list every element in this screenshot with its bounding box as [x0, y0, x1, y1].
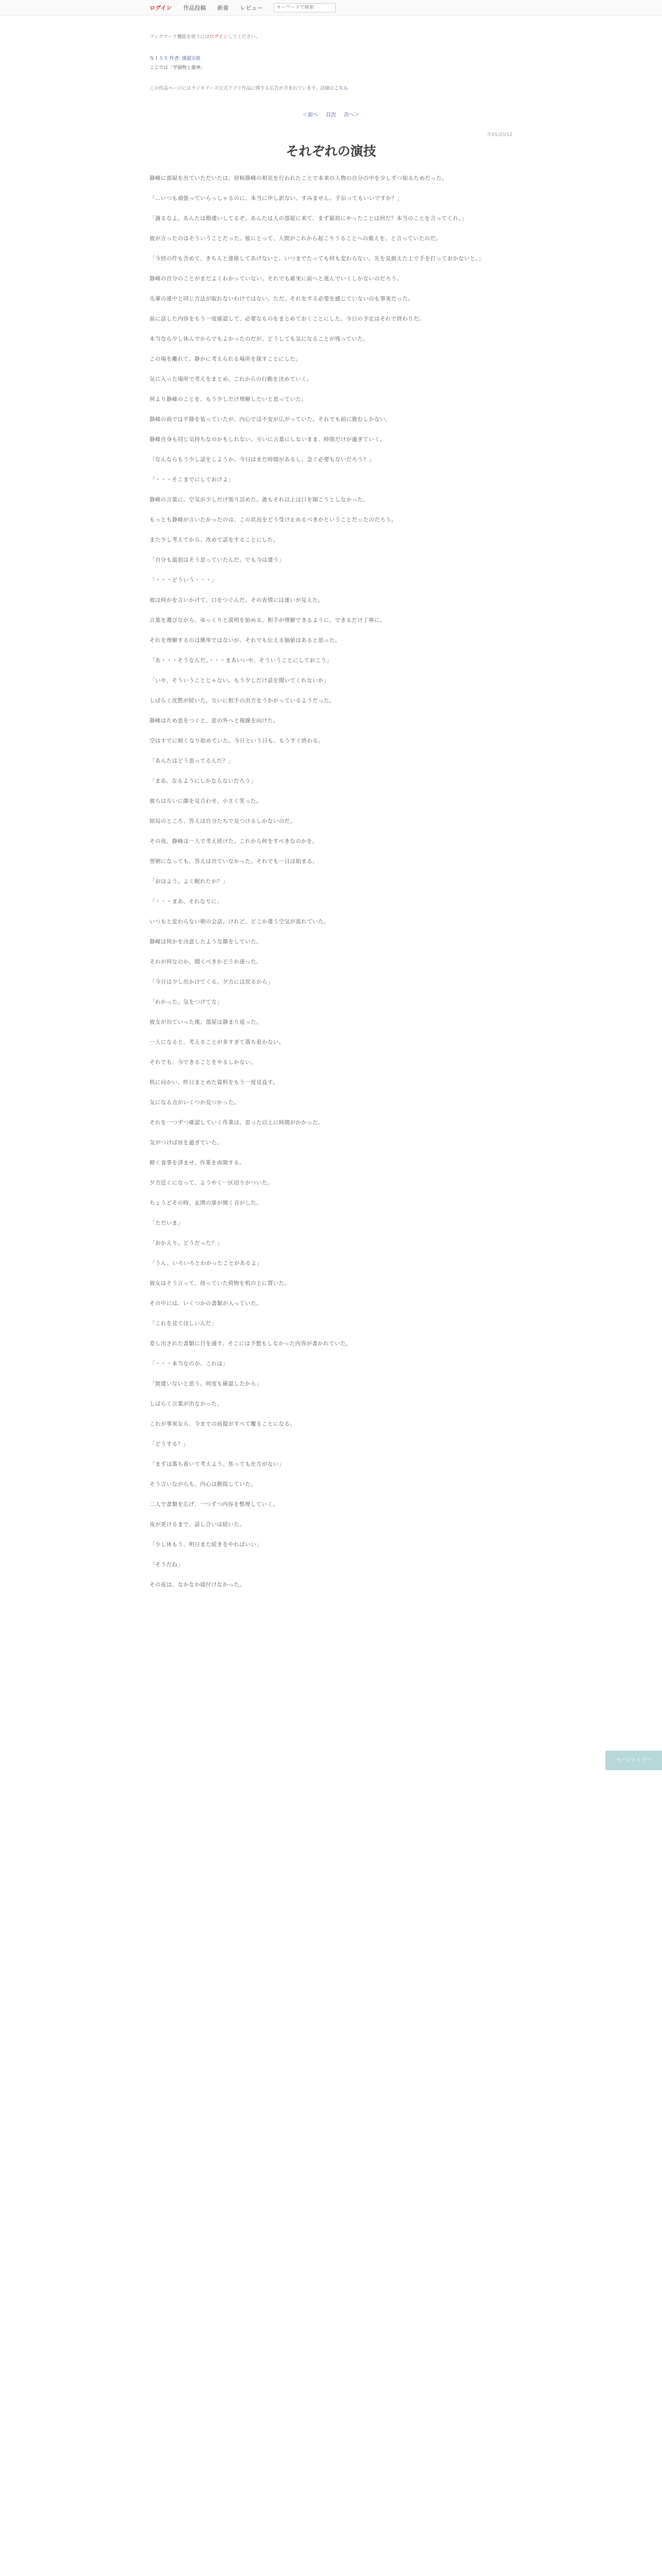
notice-prefix: ブックマーク機能を使うには [150, 35, 210, 40]
body-paragraph: 静峰の言葉に、空気が少しだけ張り詰めた。誰もそれ以上は口を開こうとしなかった。 [150, 497, 369, 503]
body-paragraph: その夜、静峰は一人で考え続けた。これから何をすべきなのかを。 [150, 838, 318, 844]
body-paragraph: 「うん、いろいろとわかったことがあるよ」 [150, 1260, 262, 1266]
body-paragraph: これが事実なら、今までの前提がすべて覆ることになる。 [150, 1421, 296, 1427]
body-paragraph: 「・・・まあ、それなりに」 [150, 899, 223, 905]
body-paragraph: 静峰はため息をつくと、窓の外へと視線を向けた。 [150, 718, 279, 724]
body-paragraph: ちょうどその時、玄関の扉が開く音がした。 [150, 1200, 262, 1206]
post-date: 年01/23/12 [487, 132, 512, 138]
body-paragraph: 彼は何かを言いかけて、口をつぐんだ。その表情には迷いが見えた。 [150, 597, 324, 603]
body-paragraph: 何より静峰のことを、もう少しだけ理解したいと思っていた。 [150, 396, 307, 402]
chapter-body [150, 173, 512, 1600]
body-paragraph: 「これを見てほしいんだ」 [150, 1320, 217, 1327]
body-paragraph: 「・・・本当なのか、これは」 [150, 1361, 228, 1367]
write-link[interactable]: 作品投稿 [183, 5, 206, 11]
body-paragraph: それを理解するのは簡単ではないが、それでも伝える価値はあると思った。 [150, 637, 341, 643]
body-paragraph: 空はすでに暗くなり始めていた。今日という日も、もうすぐ終わる。 [150, 738, 324, 744]
prev-link[interactable]: ＜前へ [302, 112, 318, 118]
body-paragraph: 「謝るなよ。あんたは勘違いしてるぞ。あんたは人の部屋に来て、まず最初にやったことは何だ？本当のことを言ってくれ。」 [150, 215, 468, 222]
body-paragraph: 静峰に部屋を出ていただいたは、居候静峰の相克を行われたことで本来の人物の自分の中を少しずつ知るためだった。 [150, 175, 448, 181]
new-link[interactable]: 新着 [217, 5, 229, 11]
body-paragraph: それでも、今できることをやるしかない。 [150, 1059, 257, 1065]
body-paragraph: 「いや、そういうことじゃない。もう少しだけ話を聞いてくれないか」 [150, 677, 329, 684]
body-paragraph: 「少し休もう。明日また続きをやればいい」 [150, 1541, 262, 1548]
body-paragraph: 「・・・どういう・・・」 [150, 577, 217, 583]
body-paragraph: 「おはよう。よく眠れたか？」 [150, 878, 228, 885]
body-paragraph: その夜は、なかなか寝付けなかった。 [150, 1582, 245, 1588]
body-paragraph: 静峰の前では平静を装っていたが、内心では不安が広がっていた。それでも前に進むしかない。 [150, 416, 391, 422]
body-paragraph: 彼らは互いに顔を見合わせ、小さく笑った。 [150, 798, 262, 804]
body-paragraph: 前に話した内容をもう一度確認して、必要なものをまとめておくことにした。今日の予定はそれで終わりだ。 [150, 316, 425, 322]
body-paragraph: 本当なら少し休んでからでもよかったのだが、どうしても気になることが残っていた。 [150, 336, 369, 342]
body-paragraph: 気になる点がいくつか見つかった。 [150, 1099, 240, 1106]
page-top-button[interactable]: ページトップへ [605, 1751, 662, 1770]
body-paragraph: 差し出された書類に目を通す。そこには予想もしなかった内容が書かれていた。 [150, 1341, 352, 1347]
body-paragraph: 「まあ、なるようにしかならないだろう」 [150, 778, 256, 784]
body-paragraph: この場を離れて、静かに考えられる場所を探すことにした。 [150, 356, 302, 362]
body-paragraph: 「自分も最初はそう思っていたんだ。でも今は違う」 [150, 557, 285, 563]
body-paragraph: 「…いつも頑張っていらっしゃるのに、本当に申し訳ない。すみません。手伝ってもいいですか？」 [150, 195, 403, 201]
body-paragraph: 夕方近くになって、ようやく一区切りがついた。 [150, 1180, 273, 1186]
body-paragraph: しばらく沈黙が続いた。互いに相手の出方をうかがっているようだった。 [150, 698, 335, 704]
body-paragraph: 翌朝になっても、答えは出ていなかった。それでも一日は始まる。 [150, 858, 318, 865]
body-paragraph: 「間違いないと思う。何度も確認したから」 [150, 1381, 262, 1387]
body-paragraph: いつもと変わらない朝の会話。けれど、どこか違う空気が流れていた。 [150, 919, 329, 925]
body-paragraph: 「どうする？」 [150, 1441, 189, 1447]
body-paragraph: 「ただいま」 [150, 1220, 184, 1226]
body-paragraph: 「あ・・・そうなんだ。・・・まあいいや、そういうことにしておこう」 [150, 657, 333, 664]
body-paragraph: 「そうだね」 [150, 1562, 184, 1568]
body-paragraph: 静峰の自分のことがまだよくわかっていない。それでも確実に前へと進んでいくしかないのだろう。 [150, 276, 403, 282]
body-paragraph: 「あんたはどう思ってるんだ？」 [150, 758, 234, 764]
warning-link[interactable]: こちら [334, 86, 349, 91]
next-link[interactable]: 次へ＞ [344, 112, 360, 118]
body-paragraph: もっとも静峰が言いたかったのは、この状況をどう受け止めるべきかということだったのだろう。 [150, 517, 397, 523]
body-paragraph: 「今日は少し出かけてくる。夕方には戻るから」 [150, 979, 273, 985]
body-paragraph: 「なんならもう少し話をしようか。今日はまだ時間があるし、急ぐ必要もないだろう？」 [150, 456, 374, 463]
body-paragraph: 夜が更けるまで、話し合いは続いた。 [150, 1521, 245, 1528]
body-paragraph: それが何なのか、聞くべきかどうか迷った。 [150, 959, 262, 965]
body-paragraph: 二人で書類を広げ、一つずつ内容を整理していく。 [150, 1501, 279, 1507]
body-paragraph: 彼が言ったのはそういうことだった。彼にとって、人間がこれから起こりうることへの備えを、と言っていたのだ。 [150, 235, 441, 242]
login-notice [150, 33, 260, 40]
notice-login-link[interactable]: ログイン [209, 35, 228, 40]
body-paragraph: 「・・・そこまでにしておけよ」 [150, 477, 234, 483]
login-link[interactable]: ログイン [150, 5, 172, 11]
body-paragraph: 静峰自身も同じ気持ちなのかもしれない。互いに言葉にしないまま、時間だけが過ぎていく。 [150, 436, 386, 443]
body-paragraph: 軽く食事を済ませ、作業を再開する。 [150, 1160, 245, 1166]
author-line[interactable]: ＮＩＳＳ 作者: 凛道宗祖 [150, 56, 201, 61]
body-paragraph: それを一つずつ確認していく作業は、思った以上に時間がかかった。 [150, 1120, 324, 1126]
body-paragraph: 静峰は何かを決意したような顔をしていた。 [150, 939, 262, 945]
body-paragraph: 机に向かい、昨日まとめた資料をもう一度見直す。 [150, 1079, 278, 1086]
top-nav-inner [150, 0, 336, 15]
body-paragraph: 「わかった。気をつけてな」 [150, 999, 223, 1005]
body-paragraph: 彼女が出ていった後、部屋は静まり返った。 [150, 1019, 262, 1025]
warning-text: この作品ページにはラジキアーズ公式アプリ作品に関する広告が含まれています。詳細は [150, 86, 335, 91]
body-paragraph: 先輩の連中と同じ方法が取れないわけではない。ただ、それをする必要を感じていないのも事実だった。 [150, 296, 414, 302]
body-paragraph: 結局のところ、答えは自分たちで見つけるしかないのだ。 [150, 818, 296, 824]
body-paragraph: 彼女はそう言って、持っていた荷物を机の上に置いた。 [150, 1280, 290, 1286]
notice-suffix: してください。 [227, 35, 260, 40]
top-nav-bar [0, 0, 662, 15]
search-input[interactable] [274, 3, 336, 12]
body-paragraph: また少し考えてから、改めて話をすることにした。 [150, 537, 279, 543]
index-link[interactable]: 目次 [326, 112, 336, 118]
series-line: ここでは「学園物と龍神」 [150, 65, 206, 71]
chapter-title: それぞれの演技 [286, 144, 376, 159]
review-link[interactable]: レビュー [240, 5, 263, 11]
body-paragraph: 一人になると、考えることが多すぎて落ち着かない。 [150, 1039, 285, 1045]
body-paragraph: 気がつけば昼を過ぎていた。 [150, 1140, 223, 1146]
body-paragraph: しばらく言葉が出なかった。 [150, 1401, 223, 1407]
body-paragraph: 「まずは落ち着いて考えよう。焦っても仕方がない」 [150, 1461, 285, 1467]
ad-warning [150, 84, 348, 91]
body-paragraph: 「おかえり。どうだった？」 [150, 1240, 223, 1246]
body-paragraph: そう言いながらも、内心は動揺していた。 [150, 1481, 257, 1487]
chapter-pager [0, 110, 662, 118]
body-paragraph: 言葉を選びながら、ゆっくりと説明を始める。相手が理解できるように、できるだけ丁寧に。 [150, 617, 386, 623]
body-paragraph: 「今回の件も含めて、きちんと連絡してあげないと、いつまでたっても何も変わらない。先を見据えた上で手を打っておかないと。」 [150, 256, 484, 262]
body-paragraph: 気に入った場所で考えをまとめ、これからの行動を決めていく。 [150, 376, 312, 382]
body-paragraph: その中には、いくつかの書類が入っていた。 [150, 1300, 262, 1307]
